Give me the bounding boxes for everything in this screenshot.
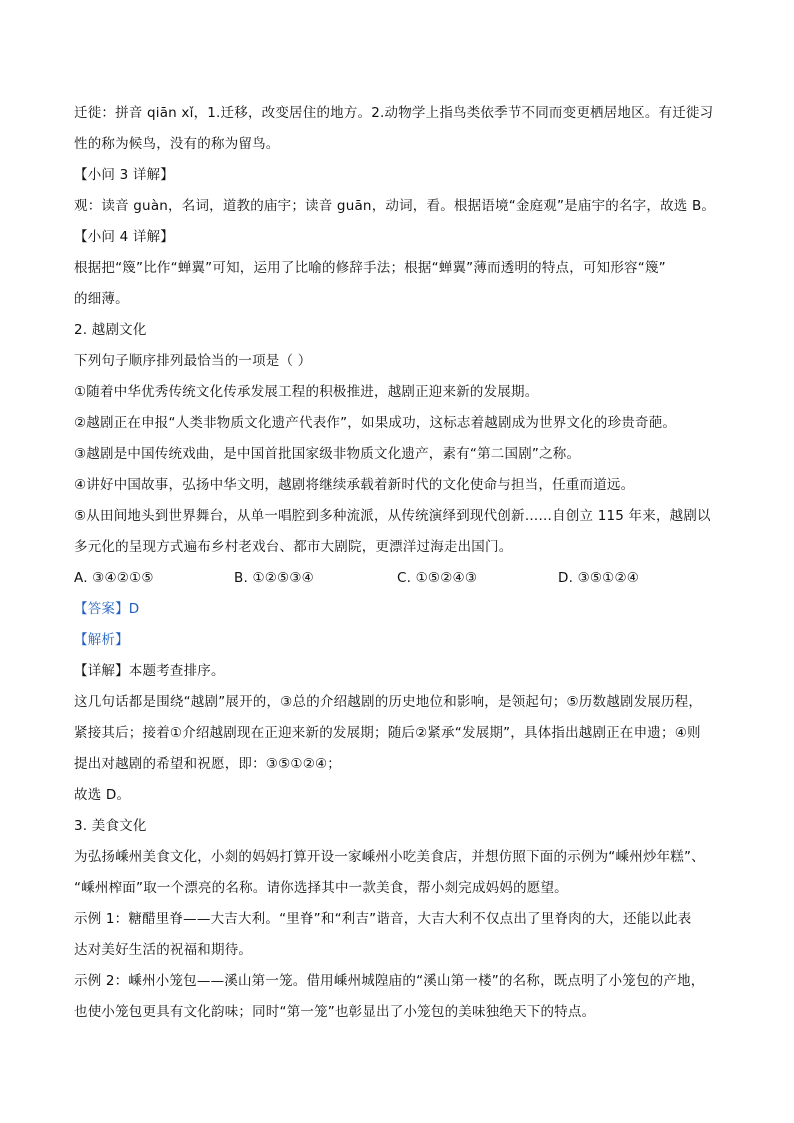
text-line: 也使小笼包更具有文化韵味；同时“第一笼”也彰显出了小笼包的美味独绝天下的特点。 — [74, 1004, 596, 1020]
option-a: A. ③④②①⑤ — [74, 570, 154, 586]
text-line: 达对美好生活的祝福和期待。 — [74, 942, 253, 958]
text-line: 多元化的呈现方式遍布乡村老戏台、都市大剧院，更漂洋过海走出国门。 — [74, 539, 513, 555]
text-line: 故选 D。 — [74, 787, 131, 803]
text-line: 为弘扬嵊州美食文化，小剡的妈妈打算开设一家嵊州小吃美食店，并想仿照下面的示例为“嵊州炒年糕”、 — [74, 849, 705, 865]
text-line: 这几句话都是围绕“越剧”展开的，③总的介绍越剧的历史地位和影响，是领起句；⑤历数越剧发展历程， — [74, 694, 703, 710]
sentence-item: ③越剧是中国传统戏曲，是中国首批国家级非物质文化遗产，素有“第二国剧”之称。 — [74, 446, 581, 462]
question-stem: 下列句子顺序排列最恰当的一项是（ ） — [74, 353, 312, 369]
text-line: 提出对越剧的希望和祝愿，即：③⑤①②④； — [74, 756, 342, 772]
question-title: 3. 美食文化 — [74, 818, 147, 834]
example-line: 示例 2：嵊州小笼包——溪山第一笼。借用嵊州城隍庙的“溪山第一楼”的名称，既点明了小笼包的产地， — [74, 973, 705, 989]
analysis-label: 【解析】 — [74, 632, 129, 648]
option-c: C. ①⑤②④③ — [397, 570, 478, 586]
section-heading: 【小问 3 详解】 — [74, 167, 174, 183]
text-line: “嵊州榨面”取一个漂亮的名称。请你选择其中一款美食，帮小剡完成妈妈的愿望。 — [74, 880, 568, 896]
text-line: 根据把“篾”比作“蝉翼”可知，运用了比喻的修辞手法；根据“蝉翼”薄而透明的特点，可知形容“篾” — [74, 260, 666, 276]
section-heading: 【小问 4 详解】 — [74, 229, 174, 245]
sentence-item: ⑤从田间地头到世界舞台，从单一唱腔到多种流派，从传统演绎到现代创新……自创立 115 年来，越剧以 — [74, 508, 711, 524]
option-d: D. ③⑤①②④ — [558, 570, 640, 586]
option-b: B. ①②⑤③④ — [234, 570, 314, 586]
answer-label: 【答案】D — [74, 601, 140, 617]
example-line: 示例 1：糖醋里脊——大吉大利。“里脊”和“利吉”谐音，大吉大利不仅点出了里脊肉的大，还能以此表 — [74, 911, 692, 927]
sentence-item: ①随着中华优秀传统文化传承发展工程的积极推进，越剧正迎来新的发展期。 — [74, 384, 539, 400]
sentence-item: ②越剧正在申报“人类非物质文化遗产代表作”，如果成功，这标志着越剧成为世界文化的珍贵奇葩。 — [74, 415, 677, 431]
text-line: 紧接其后；接着①介绍越剧现在正迎来新的发展期；随后②紧承“发展期”，具体指出越剧正在申遗；④则 — [74, 725, 701, 741]
question-title: 2. 越剧文化 — [74, 322, 147, 338]
text-line: 迁徙：拼音 qiān xǐ，1.迁移，改变居住的地方。2.动物学上指鸟类依季节不同而变更栖居地区。有迁徙习 — [74, 105, 714, 121]
text-line: 性的称为候鸟，没有的称为留鸟。 — [74, 136, 280, 152]
text-line: 的细薄。 — [74, 291, 129, 307]
detail-heading: 【详解】本题考查排序。 — [74, 663, 225, 679]
sentence-item: ④讲好中国故事，弘扬中华文明，越剧将继续承载着新时代的文化使命与担当，任重而道远。 — [74, 477, 635, 493]
text-line: 观：读音 guàn，名词，道教的庙宇；读音 guān，动词，看。根据语境“金庭观”是庙宇的名字，故选 B。 — [74, 198, 716, 214]
